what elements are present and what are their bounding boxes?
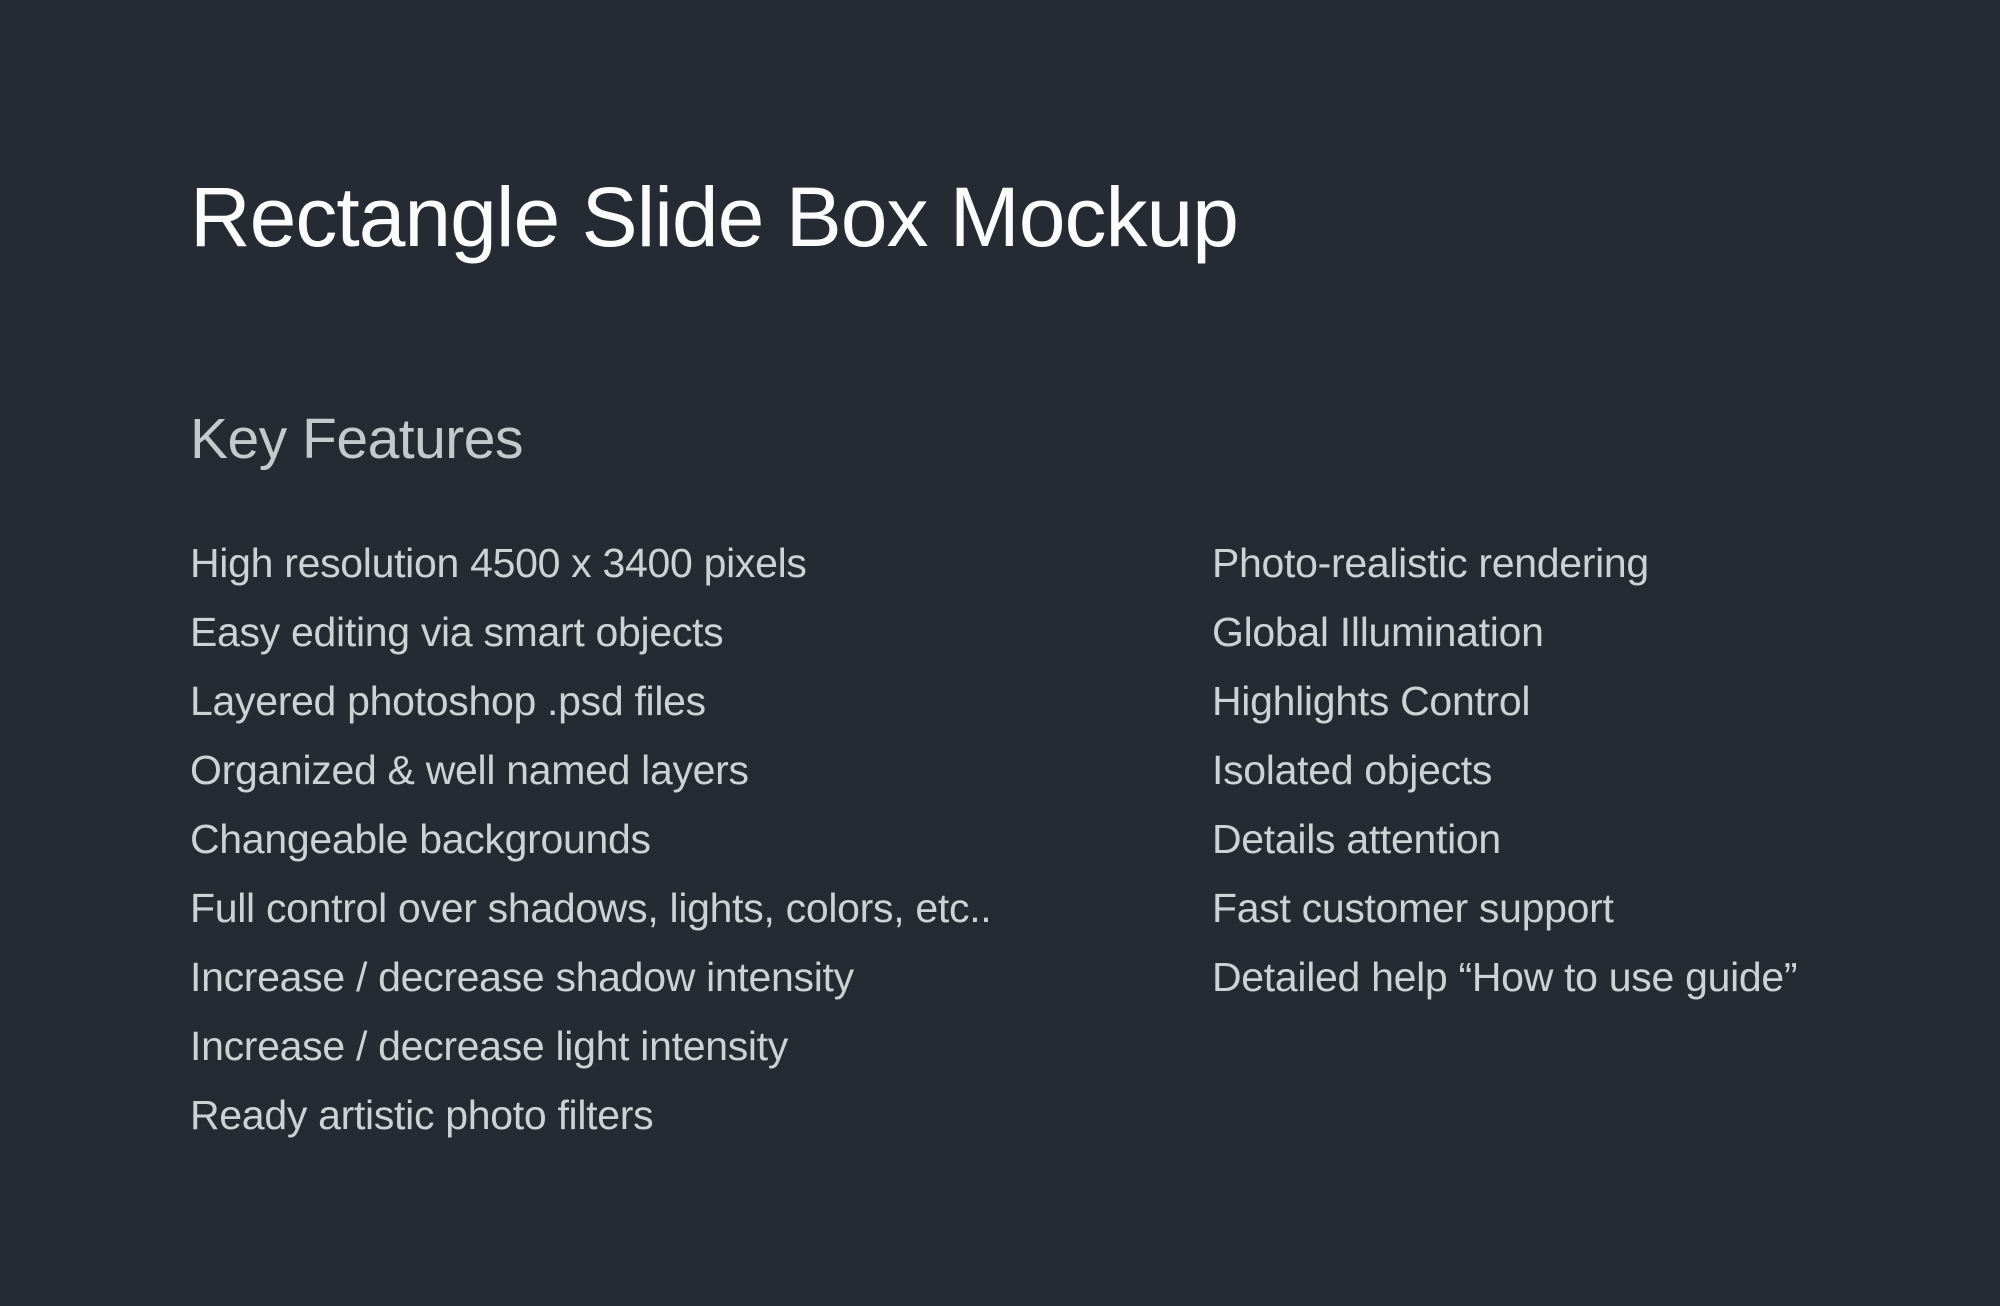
feature-item: Full control over shadows, lights, colors, etc.. (190, 885, 992, 931)
feature-item: Photo-realistic rendering (1212, 540, 1649, 586)
feature-item: Detailed help “How to use guide” (1212, 954, 1798, 1000)
feature-item: High resolution 4500 x 3400 pixels (190, 540, 807, 586)
feature-item: Organized & well named layers (190, 747, 749, 793)
feature-item: Changeable backgrounds (190, 816, 651, 862)
features-right-column (1212, 529, 1797, 1012)
feature-item: Global Illumination (1212, 609, 1544, 655)
feature-item: Details attention (1212, 816, 1501, 862)
feature-item: Ready artistic photo filters (190, 1092, 654, 1138)
feature-item: Layered photoshop .psd files (190, 678, 706, 724)
feature-item: Highlights Control (1212, 678, 1531, 724)
feature-item: Easy editing via smart objects (190, 609, 724, 655)
feature-item: Isolated objects (1212, 747, 1493, 793)
features-left-column (190, 529, 991, 1150)
section-heading: Key Features (190, 407, 523, 471)
feature-item: Increase / decrease shadow intensity (190, 954, 854, 1000)
page-title: Rectangle Slide Box Mockup (190, 170, 1238, 264)
feature-item: Fast customer support (1212, 885, 1614, 931)
feature-item: Increase / decrease light intensity (190, 1023, 788, 1069)
